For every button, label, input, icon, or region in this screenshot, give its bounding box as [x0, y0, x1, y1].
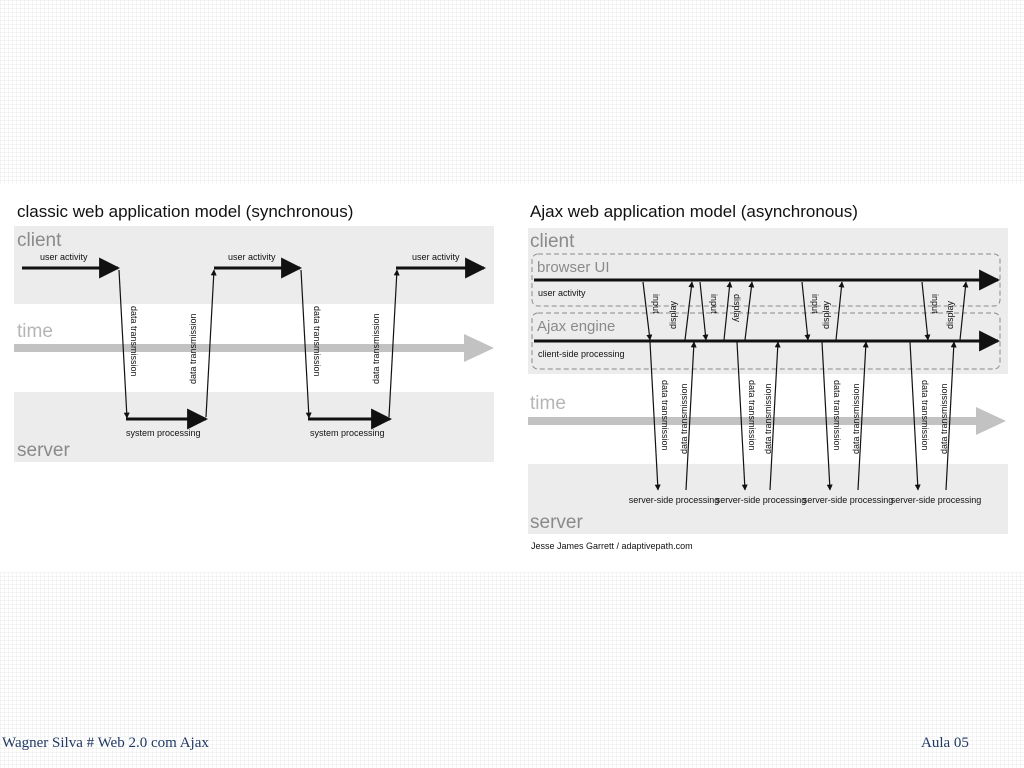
classic-title: classic web application model (synchronous) [17, 202, 354, 221]
ajax-browser-ui-label: browser UI [537, 259, 610, 276]
footer-left-text: Wagner Silva # Web 2.0 com Ajax [2, 735, 209, 751]
ajax-input-label-4: input [930, 294, 940, 314]
ajax-server-processing-label-4 [891, 495, 982, 505]
ajax-transmission-label-4: data transmission [763, 383, 773, 454]
ajax-transmission-label-8: data transmission [939, 383, 949, 454]
ajax-user-activity-label: user activity [538, 288, 586, 298]
classic-transmission-label-3: data transmission [312, 306, 322, 377]
classic-user-activity-label-2: user activity [228, 252, 276, 262]
ajax-transmission-label-6: data transmission [851, 383, 861, 454]
ajax-server-processing-label-1 [629, 495, 720, 505]
ajax-server-processing-line: server-side processing [628, 495, 720, 505]
ajax-transmission-label-7: data transmission [920, 380, 930, 451]
classic-client-lane [14, 226, 494, 304]
ajax-display-label-2: display [732, 294, 742, 323]
classic-system-processing-label-1: system processing [126, 428, 201, 438]
ajax-engine-label: Ajax engine [537, 318, 616, 335]
classic-system-processing-label-2: system processing [310, 428, 385, 438]
classic-transmission-label-2: data transmission [188, 313, 198, 384]
ajax-server-processing-label-2 [716, 495, 807, 505]
ajax-transmission-label-5: data transmission [832, 380, 842, 451]
ajax-time-label: time [530, 393, 566, 414]
ajax-client-label: client [530, 231, 575, 252]
ajax-input-label-2: input [709, 294, 719, 314]
web-application-models-diagram [0, 184, 1024, 572]
ajax-time-arrowhead [976, 407, 1006, 435]
classic-time-label: time [17, 321, 53, 342]
ajax-server-label: server [530, 512, 583, 533]
ajax-transmission-label-2: data transmission [679, 383, 689, 454]
classic-server-label: server [17, 440, 70, 461]
classic-server-lane [14, 392, 494, 462]
classic-transmission-label-1: data transmission [129, 306, 139, 377]
ajax-server-processing-line: server-side processing [802, 495, 894, 505]
ajax-input-label-1: input [651, 294, 661, 314]
classic-client-label: client [17, 230, 62, 251]
classic-user-activity-label-3: user activity [412, 252, 460, 262]
footer-right-text: Aula 05 [921, 735, 969, 751]
ajax-server-processing-line: server-side processing [890, 495, 982, 505]
ajax-display-label-3: display [821, 300, 831, 329]
ajax-transmission-label-1: data transmission [660, 380, 670, 451]
ajax-client-side-processing-label: client-side processing [538, 349, 625, 359]
diagram-figure [0, 184, 1024, 572]
ajax-display-label-4: display [945, 300, 955, 329]
ajax-input-label-3: input [810, 294, 820, 314]
ajax-display-label-1: display [668, 300, 678, 329]
classic-user-activity-label-1: user activity [40, 252, 88, 262]
ajax-server-processing-label-3 [803, 495, 894, 505]
credit-text: Jesse James Garrett / adaptivepath.com [531, 541, 693, 551]
classic-transmission-label-4: data transmission [371, 313, 381, 384]
ajax-title: Ajax web application model (asynchronous) [530, 202, 858, 221]
ajax-server-processing-line: server-side processing [715, 495, 807, 505]
ajax-transmission-label-3: data transmission [747, 380, 757, 451]
classic-time-arrowhead [464, 334, 494, 362]
